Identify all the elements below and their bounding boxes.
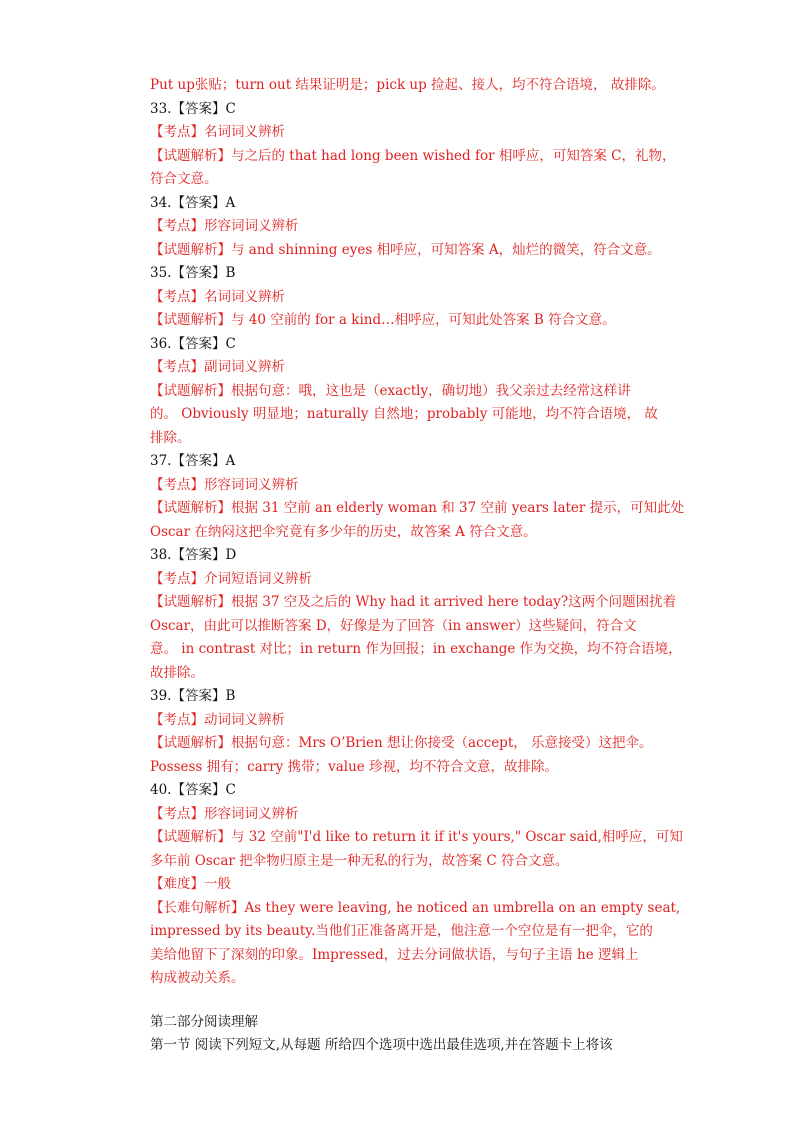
answer-line: 35.【答案】B	[150, 265, 236, 281]
explanation-line: 【试题解析】根据句意：哦，这也是（exactly，确切地）我父亲过去经常这样讲	[150, 382, 631, 399]
explanation-line: 美给他留下了深刻的印象。Impressed，过去分词做状语，与句子主语 he 逻辑上	[150, 946, 639, 963]
explanation-line: 排除。	[150, 429, 191, 446]
explanation-line: 【试题解析】根据句意：Mrs O’Brien 想让你接受（accept， 乐意接受）这把伞。	[150, 735, 653, 751]
explanation-line: 【考点】形容词词义辨析	[150, 218, 299, 234]
explanation-line: 【试题解析】与 32 空前"I'd like to return it if it's yours," Oscar said,相呼应，可知	[150, 829, 683, 845]
explanation-line: 【考点】形容词词义辨析	[150, 805, 299, 822]
answer-line: 34.【答案】A	[150, 194, 236, 211]
answer-line: 38.【答案】D	[150, 547, 237, 563]
explanation-line: Possess 拥有；carry 携带；value 珍视，均不符合文意，故排除。	[150, 758, 559, 775]
answer-explanations	[150, 74, 685, 1058]
explanation-line: 的。 Obviously 明显地；naturally 自然地；probably 可能地，均不符合语境， 故	[150, 406, 658, 422]
explanation-line: 故排除。	[150, 664, 204, 681]
explanation-line: 【试题解析】与 40 空前的 for a kind…相呼应，可知此处答案 B 符合文意。	[150, 312, 616, 328]
explanation-line: Put up张贴；turn out 结果证明是；pick up 捡起、接人，均不符合语境， 故排除。	[150, 77, 665, 93]
answer-line: 40.【答案】C	[150, 782, 236, 798]
answer-line: 39.【答案】B	[150, 688, 236, 704]
answer-line: 36.【答案】C	[150, 335, 236, 352]
explanation-line: 【考点】动词词义辨析	[150, 711, 285, 728]
explanation-line: 【考点】名词词义辨析	[150, 288, 285, 305]
explanation-line: impressed by its beauty.当他们正准备离开是，他注意一个空位是有一把伞，它的	[150, 923, 653, 939]
section-title: 第二部分阅读理解	[150, 1013, 258, 1030]
explanation-line: 【难度】一般	[150, 876, 231, 892]
explanation-line: 【考点】副词词义辨析	[150, 359, 285, 375]
explanation-line: 符合文意。	[150, 171, 218, 187]
answer-line: 37.【答案】A	[150, 453, 236, 469]
explanation-line: 意。 in contrast 对比；in return 作为回报；in exchange 作为交换，均不符合语境，	[150, 641, 682, 657]
explanation-line: 多年前 Oscar 把伞物归原主是一种无私的行为，故答案 C 符合文意。	[150, 852, 569, 869]
explanation-line: 【考点】介词短语词义辨析	[150, 570, 312, 587]
explanation-line: Oscar，由此可以推断答案 D，好像是为了回答（in answer）这些疑问，符合文	[150, 617, 637, 634]
explanation-line: 【考点】名词词义辨析	[150, 124, 285, 140]
explanation-line: 【考点】形容词词义辨析	[150, 476, 299, 493]
explanation-line: 【试题解析】与之后的 that had long been wished for 相呼应，可知答案 C，礼物，	[150, 147, 676, 164]
explanation-line: 【试题解析】根据 31 空前 an elderly woman 和 37 空前 years later 提示，可知此处	[150, 500, 685, 516]
explanation-line: 构成被动关系。	[150, 970, 245, 986]
explanation-line: 【长难句解析】As they were leaving, he noticed an umbrella on an empty seat,	[150, 899, 681, 916]
explanation-line: 【试题解析】根据 37 空及之后的 Why had it arrived here today?这两个问题困扰着	[150, 594, 677, 610]
explanation-lines	[150, 74, 685, 991]
section-instruction: 第一节 阅读下列短文,从每题 所给四个选项中选出最佳选项,并在答题卡上将该	[150, 1037, 613, 1053]
answer-line: 33.【答案】C	[150, 100, 236, 117]
explanation-line: Oscar 在纳闷这把伞究竟有多少年的历史，故答案 A 符合文意。	[150, 523, 537, 540]
reading-section	[150, 1011, 662, 1058]
explanation-line: 【试题解析】与 and shinning eyes 相呼应，可知答案 A，灿烂的微笑，符合文意。	[150, 241, 661, 258]
